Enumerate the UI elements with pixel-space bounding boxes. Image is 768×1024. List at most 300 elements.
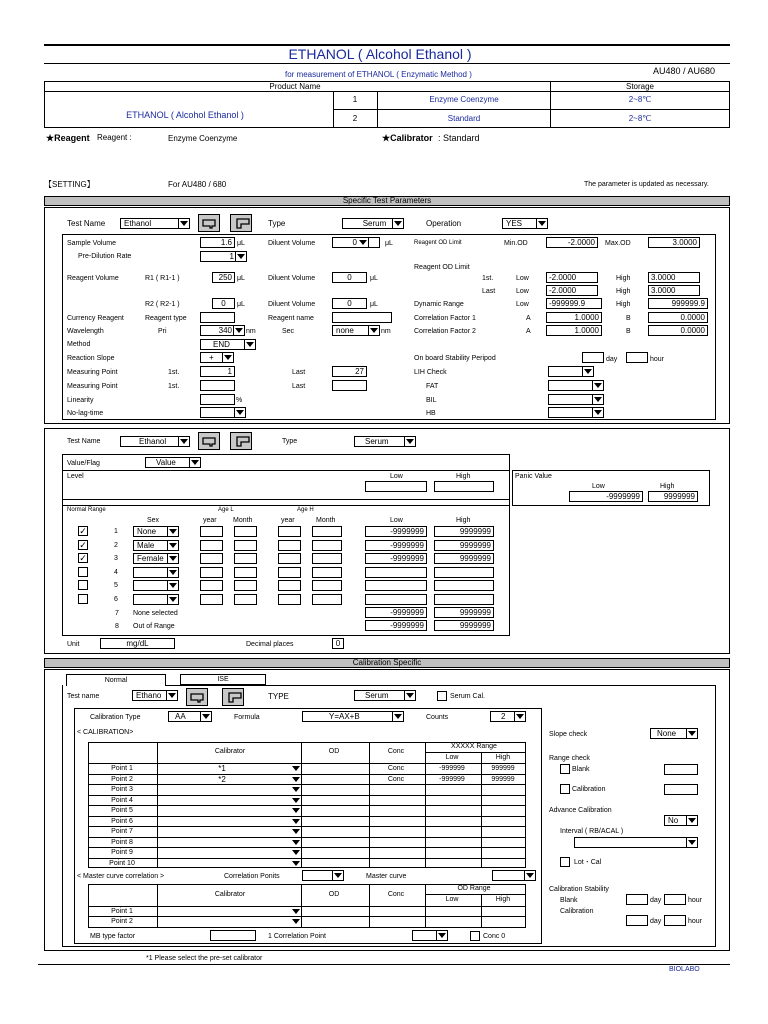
- sample-volume-label: Sample Volume: [67, 240, 117, 247]
- cal-point-name: Point 2: [111, 776, 133, 783]
- pre-dilution-label: Pre-Dilution Rate: [78, 253, 132, 260]
- range-blank-field[interactable]: [664, 764, 698, 775]
- hb-label: HB: [426, 410, 436, 417]
- dynamic-range-label: Dynamic Range: [414, 301, 464, 308]
- cal-point-name: Point 3: [111, 786, 133, 793]
- cal-point-dropdown-icon[interactable]: [292, 861, 300, 866]
- nr-row-age-h-year[interactable]: [278, 567, 301, 578]
- onboard-hour-field[interactable]: [626, 352, 648, 363]
- reagent-volume-label: Reagent Volume: [67, 275, 119, 282]
- nr-row-age-l-year[interactable]: [200, 526, 223, 537]
- calibration-specific-band: Calibration Specific: [44, 658, 730, 668]
- one-corr-label: 1 Correlation Point: [268, 933, 326, 940]
- correlation-points-select[interactable]: [302, 870, 344, 881]
- calibration-type-label: Calibration Type: [90, 714, 141, 721]
- row8-high-field[interactable]: 9999999: [434, 620, 494, 631]
- od-first-low-label: Low: [516, 275, 529, 282]
- product-name-header: Product Name: [269, 82, 321, 91]
- pipette-left-icon: [202, 217, 218, 229]
- nr-row-age-h-year[interactable]: [278, 526, 301, 537]
- age-l-year-label: year: [203, 517, 217, 524]
- footer-brand: BIOLABO: [669, 966, 700, 973]
- specific-test-parameters-band: Specific Test Parameters: [44, 196, 730, 206]
- od-last-high-field[interactable]: 3.0000: [648, 285, 700, 296]
- unit-label: Unit: [67, 641, 80, 648]
- nr-high-label: High: [456, 517, 471, 524]
- setting-for: For AU480 / 680: [168, 180, 227, 189]
- diluent-volume-select-1[interactable]: 0: [332, 237, 380, 248]
- range-calibration-label: Calibration: [572, 786, 606, 793]
- onboard-day-label: day: [606, 356, 618, 363]
- nr-row-age-l-year[interactable]: [200, 567, 223, 578]
- cal-point-dropdown-icon[interactable]: [292, 798, 300, 803]
- interval-select[interactable]: [574, 837, 698, 848]
- row1-no: 1: [352, 95, 358, 104]
- cal-point-calibrator: *2: [218, 775, 226, 784]
- type-label: Type: [268, 219, 286, 228]
- mp1-last-field[interactable]: 27: [332, 366, 367, 377]
- nr-row-age-l-month[interactable]: [234, 540, 257, 551]
- one-corr-select[interactable]: [412, 930, 448, 941]
- nr-row-age-h-month[interactable]: [312, 540, 342, 551]
- cal-point-name: Point 4: [111, 797, 133, 804]
- nr-row-sex-select[interactable]: Female: [133, 553, 179, 564]
- max-od-field[interactable]: 3.0000: [648, 237, 700, 248]
- nr-row-checkbox[interactable]: [78, 567, 88, 577]
- master-point-1-dropdown-icon[interactable]: [292, 909, 300, 914]
- corr2-a-field[interactable]: 1.0000: [546, 325, 602, 336]
- range-next-button[interactable]: [230, 432, 252, 450]
- nr-row-sex-select[interactable]: [133, 594, 179, 605]
- nr-row-low[interactable]: -9999999: [365, 526, 427, 537]
- range-test-name-select[interactable]: Ethanol: [120, 436, 190, 447]
- nr-row-high[interactable]: 9999999: [434, 540, 494, 551]
- footer-note: *1 Please select the pre-set calibrator: [146, 955, 263, 962]
- range-blank-label: Blank: [572, 766, 590, 773]
- sec-select[interactable]: none: [332, 325, 380, 336]
- pri-nm: nm: [246, 328, 256, 335]
- lot-cal-label: Lot・Cal: [574, 859, 602, 866]
- corr2-b-label: B: [626, 328, 631, 335]
- reagent-sub: Reagent :: [97, 133, 132, 142]
- cal-point-high: 999999: [491, 776, 515, 783]
- reagent-name-label: Reagent name: [268, 315, 314, 322]
- min-od-field[interactable]: -2.0000: [546, 237, 598, 248]
- pre-dilution-select[interactable]: 1: [200, 251, 247, 262]
- nr-row-age-l-month[interactable]: [234, 567, 257, 578]
- row7-high-field[interactable]: 9999999: [434, 607, 494, 618]
- master-col-od: OD: [328, 891, 340, 898]
- reagent-type-label: Reagent type: [145, 315, 187, 322]
- nr-row-age-l-month[interactable]: [234, 553, 257, 564]
- cal-point-dropdown-icon[interactable]: [292, 850, 300, 855]
- nr-row-checkbox[interactable]: ✓: [79, 526, 87, 536]
- next-test-button[interactable]: [230, 214, 252, 232]
- corr2-label: Correlation Factor 2: [414, 328, 476, 335]
- min-od-label: Min.OD: [504, 240, 528, 247]
- corr1-b-field[interactable]: 0.0000: [648, 312, 708, 323]
- serum-cal-checkbox[interactable]: [437, 691, 447, 701]
- cal-point-low: -999999: [439, 776, 465, 783]
- pipette-left-icon: [202, 435, 218, 447]
- cal-point-conc: Conc: [387, 765, 405, 772]
- nr-row-high[interactable]: [434, 580, 494, 591]
- calibrator-label: ★Calibrator: [382, 133, 433, 143]
- panic-high-label: High: [660, 483, 675, 490]
- row7-low-field[interactable]: -9999999: [365, 607, 427, 618]
- master-curve-select[interactable]: [492, 870, 536, 881]
- mp2-first-label: 1st.: [168, 383, 180, 390]
- nr-row-age-h-month[interactable]: [312, 580, 342, 591]
- nr-row-number: 5: [114, 582, 118, 589]
- level-low-field[interactable]: [365, 481, 427, 492]
- r2-unit: μL: [237, 301, 245, 308]
- interval-label: Interval ( RB/ACAL ): [560, 828, 624, 835]
- formula-select[interactable]: Y=AX+B: [302, 711, 404, 722]
- onboard-label: On board Stability Peripod: [414, 355, 496, 362]
- range-header: XXXXX Range: [451, 743, 497, 750]
- r1-unit: μL: [237, 275, 245, 282]
- tab-ise[interactable]: ISE: [180, 674, 266, 685]
- age-h-year-label: year: [281, 517, 295, 524]
- od-last-high-label: High: [616, 288, 631, 295]
- nr-row-number: 2: [114, 542, 118, 549]
- diluent-volume-label-3: Diluent Volume: [268, 301, 316, 308]
- serum-cal-label: Serum Cal.: [450, 693, 486, 700]
- row8-label: Out of Range: [133, 623, 175, 630]
- mp2-last-field[interactable]: [332, 380, 367, 391]
- diluent-volume-field-3[interactable]: 0: [332, 298, 367, 309]
- master-col-calibrator: Calibrator: [214, 891, 246, 898]
- cal-point-dropdown-icon[interactable]: [292, 787, 300, 792]
- method-select[interactable]: END: [200, 339, 256, 350]
- unit-field[interactable]: mg/dL: [100, 638, 175, 649]
- nr-row-number: 4: [114, 569, 118, 576]
- nr-row-high[interactable]: [434, 567, 494, 578]
- tab-normal[interactable]: Normal: [66, 674, 166, 686]
- operation-select[interactable]: YES: [502, 218, 548, 229]
- sample-volume-field[interactable]: 1.6: [200, 237, 235, 248]
- od-first-label: 1st.: [482, 275, 494, 282]
- nr-row-low[interactable]: [365, 567, 427, 578]
- cal-point-dropdown-icon[interactable]: [292, 808, 300, 813]
- stability-blank-hour[interactable]: [664, 894, 686, 905]
- measuring-point-label-1: Measuring Point: [67, 369, 118, 376]
- linearity-percent: %: [236, 397, 243, 404]
- nr-row-sex-select[interactable]: [133, 567, 179, 578]
- stability-cal-label: Calibration: [560, 908, 594, 915]
- row2-storage: 2~8℃: [628, 114, 652, 123]
- calibration-type-select[interactable]: AA: [168, 711, 212, 722]
- panic-high-field[interactable]: 9999999: [648, 491, 698, 502]
- measuring-point-label-2: Measuring Point: [67, 383, 118, 390]
- od-last-low-field[interactable]: -2.0000: [546, 285, 598, 296]
- counts-select[interactable]: 2: [490, 711, 526, 722]
- reagent-type-field[interactable]: [200, 312, 235, 323]
- mb-type-field[interactable]: [210, 930, 256, 941]
- master-point-2-dropdown-icon[interactable]: [292, 919, 300, 924]
- nr-row-checkbox[interactable]: [78, 580, 88, 590]
- range-calibration-field[interactable]: [664, 784, 698, 795]
- age-h-month-label: Month: [316, 517, 336, 524]
- row8-no: 8: [115, 623, 119, 630]
- master-point-1: Point 1: [111, 908, 133, 915]
- cal-point-name: Point 7: [111, 828, 133, 835]
- mb-type-label: MB type factor: [90, 933, 136, 940]
- slope-check-label: Slope check: [549, 731, 588, 738]
- fat-label: FAT: [426, 383, 439, 390]
- age-l-label: Age L: [218, 507, 234, 513]
- lih-check-select[interactable]: [548, 366, 594, 377]
- cal-point-conc: Conc: [387, 776, 405, 783]
- diluent-volume-unit-1: μL: [385, 240, 393, 247]
- nr-row-age-l-year[interactable]: [200, 553, 223, 564]
- pri-label: Pri: [158, 328, 167, 335]
- diluent-volume-label-1: Diluent Volume: [268, 240, 316, 247]
- onboard-hour-label: hour: [650, 356, 665, 363]
- od-range-high: High: [495, 896, 511, 903]
- reagent-od-limit-label: Reagent OD Limit: [414, 240, 462, 246]
- nr-row-age-h-month[interactable]: [312, 526, 342, 537]
- range-type-label: Type: [282, 438, 298, 445]
- nr-row-age-h-year[interactable]: [278, 580, 301, 591]
- level-high-label: High: [456, 473, 471, 480]
- cal-point-name: Point 5: [111, 807, 133, 814]
- nr-row-low[interactable]: -9999999: [365, 540, 427, 551]
- conc0-label: Conc 0: [483, 933, 506, 940]
- slope-check-select[interactable]: None: [650, 728, 698, 739]
- row7-label: None selected: [133, 610, 178, 617]
- nr-row-age-l-year[interactable]: [200, 594, 223, 605]
- nr-row-high[interactable]: [434, 594, 494, 605]
- type-select[interactable]: Serum: [342, 218, 404, 229]
- stability-cal-day[interactable]: [626, 915, 648, 926]
- setting-note: The parameter is updated as necessary.: [584, 181, 709, 188]
- test-name-select[interactable]: Ethanol: [120, 218, 190, 229]
- stability-blank-day-label: day: [650, 897, 662, 904]
- reaction-slope-select[interactable]: +: [200, 352, 234, 363]
- panic-low-label: Low: [592, 483, 605, 490]
- cal-point-name: Point 8: [111, 839, 133, 846]
- range-test-name-label: Test Name: [67, 438, 101, 445]
- nr-row-sex-select[interactable]: None: [133, 526, 179, 537]
- advance-calibration-label: Advance Calibration: [549, 807, 612, 814]
- nr-row-age-h-month[interactable]: [312, 594, 342, 605]
- cal-point-name: Point 6: [111, 818, 133, 825]
- nr-row-age-l-month[interactable]: [234, 594, 257, 605]
- row1-storage: 2~8℃: [628, 95, 652, 104]
- od-first-high-field[interactable]: 3.0000: [648, 272, 700, 283]
- cal-point-dropdown-icon[interactable]: [292, 829, 300, 834]
- corr2-b-field[interactable]: 0.0000: [648, 325, 708, 336]
- cal-point-dropdown-icon[interactable]: [292, 777, 300, 782]
- nr-row-age-h-month[interactable]: [312, 567, 342, 578]
- cal-point-name: Point 1: [111, 765, 133, 772]
- advance-calibration-select[interactable]: No: [664, 815, 698, 826]
- dynamic-high-field[interactable]: 999999.9: [648, 298, 708, 309]
- master-curve-label: < Master curve correlation >: [77, 873, 165, 880]
- nr-row-checkbox[interactable]: ✓: [79, 540, 87, 550]
- dynamic-low-field[interactable]: -999999.9: [546, 298, 602, 309]
- corr1-label: Correlation Factor 1: [414, 315, 476, 322]
- value-flag-select[interactable]: Value: [145, 457, 201, 468]
- nr-row-sex-select[interactable]: [133, 580, 179, 591]
- currency-reagent-label: Currency Reagent: [67, 315, 124, 322]
- range-type-select[interactable]: Serum: [354, 436, 416, 447]
- test-name-label: Test Name: [67, 219, 106, 228]
- cal-point-calibrator: *1: [218, 764, 226, 773]
- od-range-header: OD Range: [457, 885, 491, 892]
- row2-no: 2: [352, 114, 358, 123]
- nr-row-number: 3: [114, 555, 118, 562]
- models-label: AU480 / AU680: [653, 66, 716, 76]
- panic-low-field[interactable]: -9999999: [569, 491, 643, 502]
- onboard-day-field[interactable]: [582, 352, 604, 363]
- fat-select[interactable]: [548, 380, 604, 391]
- cal-point-low: -999999: [439, 765, 465, 772]
- row2-name: Standard: [447, 114, 481, 123]
- cal-prev-button[interactable]: [186, 688, 208, 706]
- lot-cal-checkbox[interactable]: [560, 857, 570, 867]
- linearity-label: Linearity: [67, 397, 94, 404]
- nolag-select[interactable]: [200, 407, 246, 418]
- col-low-header: Low: [445, 754, 459, 761]
- reagent-label: ★Reagent: [46, 133, 90, 143]
- nr-row-age-l-year[interactable]: [200, 580, 223, 591]
- cal-type-select[interactable]: Serum: [354, 690, 416, 701]
- nr-row-high[interactable]: 9999999: [434, 526, 494, 537]
- reagent-value: Enzyme Coenzyme: [168, 134, 238, 143]
- nr-row-age-h-month[interactable]: [312, 553, 342, 564]
- level-high-field[interactable]: [434, 481, 494, 492]
- mp1-first-field[interactable]: 1: [200, 366, 235, 377]
- od-first-low-field[interactable]: -2.0000: [546, 272, 598, 283]
- correlation-points-label: Correlation Ponits: [224, 873, 280, 880]
- sample-volume-unit: μL: [237, 240, 245, 247]
- linearity-field[interactable]: [200, 394, 235, 405]
- pipette-left-icon: [190, 691, 206, 703]
- pipette-right-icon: [234, 217, 250, 229]
- cal-test-name-label: Test name: [67, 693, 100, 700]
- nr-row-high[interactable]: 9999999: [434, 553, 494, 564]
- sec-label: Sec: [282, 328, 295, 335]
- calibration-group-label: < CALIBRATION>: [77, 729, 134, 736]
- product-name: ETHANOL ( Alcohol Ethanol ): [126, 110, 244, 120]
- stability-blank-label: Blank: [560, 897, 578, 904]
- row8-low-field[interactable]: -9999999: [365, 620, 427, 631]
- dynamic-low-label: Low: [516, 301, 529, 308]
- range-check-label: Range check: [549, 755, 590, 762]
- nr-row-checkbox[interactable]: ✓: [79, 553, 87, 563]
- nr-row-low[interactable]: [365, 580, 427, 591]
- r1-label: R1 ( R1-1 ): [145, 275, 180, 282]
- od-last-low-label: Low: [516, 288, 529, 295]
- od-range-low: Low: [445, 896, 459, 903]
- value-flag-label: Value/Flag: [67, 460, 100, 467]
- calibrator-value: : Standard: [438, 133, 480, 143]
- od-last-label: Last: [482, 288, 496, 295]
- nr-row-low[interactable]: [365, 594, 427, 605]
- col-od-header: OD: [328, 748, 340, 755]
- bil-label: BIL: [426, 397, 437, 404]
- storage-header: Storage: [625, 82, 655, 91]
- range-prev-button[interactable]: [198, 432, 220, 450]
- master-col-conc: Conc: [387, 891, 405, 898]
- cal-test-name-select[interactable]: Ethano: [132, 690, 178, 701]
- master-curve-select-label: Master curve: [366, 873, 407, 880]
- range-blank-checkbox[interactable]: [560, 764, 570, 774]
- cal-point-dropdown-icon[interactable]: [292, 840, 300, 845]
- cal-stability-label: Calibration Stability: [549, 886, 609, 893]
- bil-select[interactable]: [548, 394, 604, 405]
- nr-row-age-h-year[interactable]: [278, 540, 301, 551]
- cal-next-button[interactable]: [222, 688, 244, 706]
- cal-point-name: Point 10: [109, 860, 135, 867]
- corr1-a-field[interactable]: 1.0000: [546, 312, 602, 323]
- hb-select[interactable]: [548, 407, 604, 418]
- cal-point-dropdown-icon[interactable]: [292, 819, 300, 824]
- col-high-header: High: [495, 754, 511, 761]
- document-subtitle: for measurement of ETHANOL ( Enzymatic Method ): [285, 70, 472, 79]
- nr-row-checkbox[interactable]: [78, 594, 88, 604]
- document-title: ETHANOL ( Alcohol Ethanol ): [288, 46, 472, 62]
- nolag-label: No-lag-time: [67, 410, 104, 417]
- max-od-label: Max.OD: [605, 240, 631, 247]
- col-calibrator-header: Calibrator: [214, 748, 246, 755]
- mp1-first-label: 1st.: [168, 369, 180, 376]
- level-label: Level: [67, 473, 84, 480]
- corr1-b-label: B: [626, 315, 631, 322]
- mp1-last-label: Last: [292, 369, 306, 376]
- stability-cal-day-label: day: [650, 918, 662, 925]
- range-calibration-checkbox[interactable]: [560, 784, 570, 794]
- cal-point-high: 999999: [491, 765, 515, 772]
- r1-field[interactable]: 250: [212, 272, 235, 283]
- cal-type-label: TYPE: [268, 692, 289, 701]
- nr-row-sex-select[interactable]: Male: [133, 540, 179, 551]
- nr-row-age-h-year[interactable]: [278, 594, 301, 605]
- lih-check-label: LIH Check: [414, 369, 447, 376]
- stability-blank-day[interactable]: [626, 894, 648, 905]
- stp-inner-panel: [62, 234, 716, 420]
- cal-point-name: Point 9: [111, 849, 133, 856]
- prev-test-button[interactable]: [198, 214, 220, 232]
- product-table: [44, 81, 730, 128]
- reagent-name-field[interactable]: [332, 312, 392, 323]
- master-point-2: Point 2: [111, 918, 133, 925]
- operation-label: Operation: [426, 219, 462, 228]
- nr-row-age-l-year[interactable]: [200, 540, 223, 551]
- cal-point-dropdown-icon[interactable]: [292, 766, 300, 771]
- stability-cal-hour[interactable]: [664, 915, 686, 926]
- row7-no: 7: [115, 610, 119, 617]
- nr-row-age-h-year[interactable]: [278, 553, 301, 564]
- setting-label: 【SETTING】: [44, 180, 95, 189]
- mp2-first-field[interactable]: [200, 380, 235, 391]
- conc0-checkbox[interactable]: [470, 931, 480, 941]
- nr-row-number: 6: [114, 596, 118, 603]
- pri-select[interactable]: 340: [200, 325, 245, 336]
- nr-row-age-l-month[interactable]: [234, 526, 257, 537]
- diluent-volume-field-2[interactable]: 0: [332, 272, 367, 283]
- diluent-volume-unit-2: μL: [370, 275, 378, 282]
- nr-row-low[interactable]: -9999999: [365, 553, 427, 564]
- mp2-last-label: Last: [292, 383, 306, 390]
- r2-field[interactable]: 0: [212, 298, 235, 309]
- decimal-field[interactable]: 0: [332, 638, 344, 649]
- nr-row-age-l-month[interactable]: [234, 580, 257, 591]
- row1-name: Enzyme Coenzyme: [429, 95, 499, 104]
